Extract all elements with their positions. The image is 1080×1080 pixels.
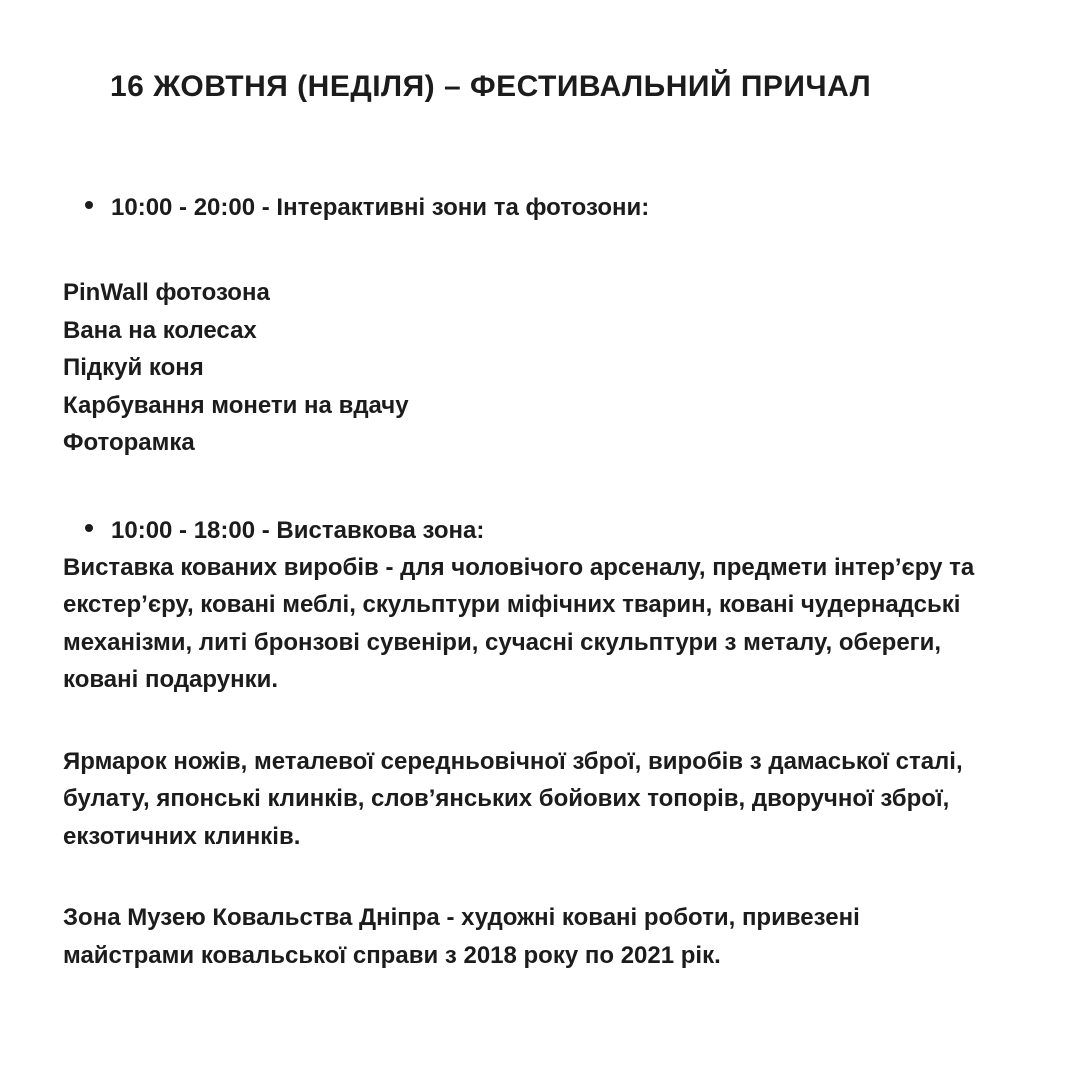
museum-zone-paragraph <box>63 899 1080 974</box>
paragraph-line: ковані подарунки. <box>63 666 279 693</box>
zone-list-item: Фоторамка <box>63 429 195 456</box>
page-title: 16 ЖОВТНЯ (НЕДІЛЯ) – ФЕСТИВАЛЬНИЙ ПРИЧАЛ <box>110 70 872 103</box>
zone-list-item: Вана на колесах <box>63 316 257 344</box>
paragraph-line: Зона Музею Ковальства Дніпра - художні ковані роботи, привезені <box>63 904 860 931</box>
paragraph-line: булату, японські клинків, слов’янських бойових топорів, дворучної зброї, <box>63 785 950 812</box>
bullet-dot-icon <box>85 524 93 532</box>
zone-list-item: Карбування монети на вдачу <box>63 391 409 419</box>
bullet-item-exhibition-zone <box>85 512 1080 549</box>
paragraph-line: екстер’єру, ковані меблі, скульптури міфічних тварин, ковані чудернадські <box>63 591 961 618</box>
knife-fair-paragraph <box>63 743 1080 856</box>
zone-list-item: Підкуй коня <box>63 354 204 381</box>
exhibition-description-paragraph <box>63 549 1080 699</box>
zone-list-item: PinWall фотозона <box>63 279 270 306</box>
bullet-item-interactive-zones <box>85 189 1080 226</box>
bullet-dot-icon <box>85 201 93 209</box>
paragraph-line: екзотичних клинків. <box>63 822 301 850</box>
paragraph-line: Виставка кованих виробів - для чоловічого арсеналу, предмети інтер’єру та <box>63 553 975 581</box>
interactive-zones-list <box>63 274 1080 462</box>
paragraph-line: механізми, литі бронзові сувеніри, сучасні скульптури з металу, обереги, <box>63 628 942 656</box>
exhibition-zone-heading: 10:00 - 18:00 - Виставкова зона: <box>111 516 485 544</box>
interactive-zones-heading: 10:00 - 20:00 - Інтерактивні зони та фотозони: <box>111 194 650 221</box>
paragraph-line: майстрами ковальської справи з 2018 року по 2021 рік. <box>63 941 721 969</box>
paragraph-line: Ярмарок ножів, металевої середньовічної зброї, виробів з дамаської сталі, <box>63 747 963 775</box>
